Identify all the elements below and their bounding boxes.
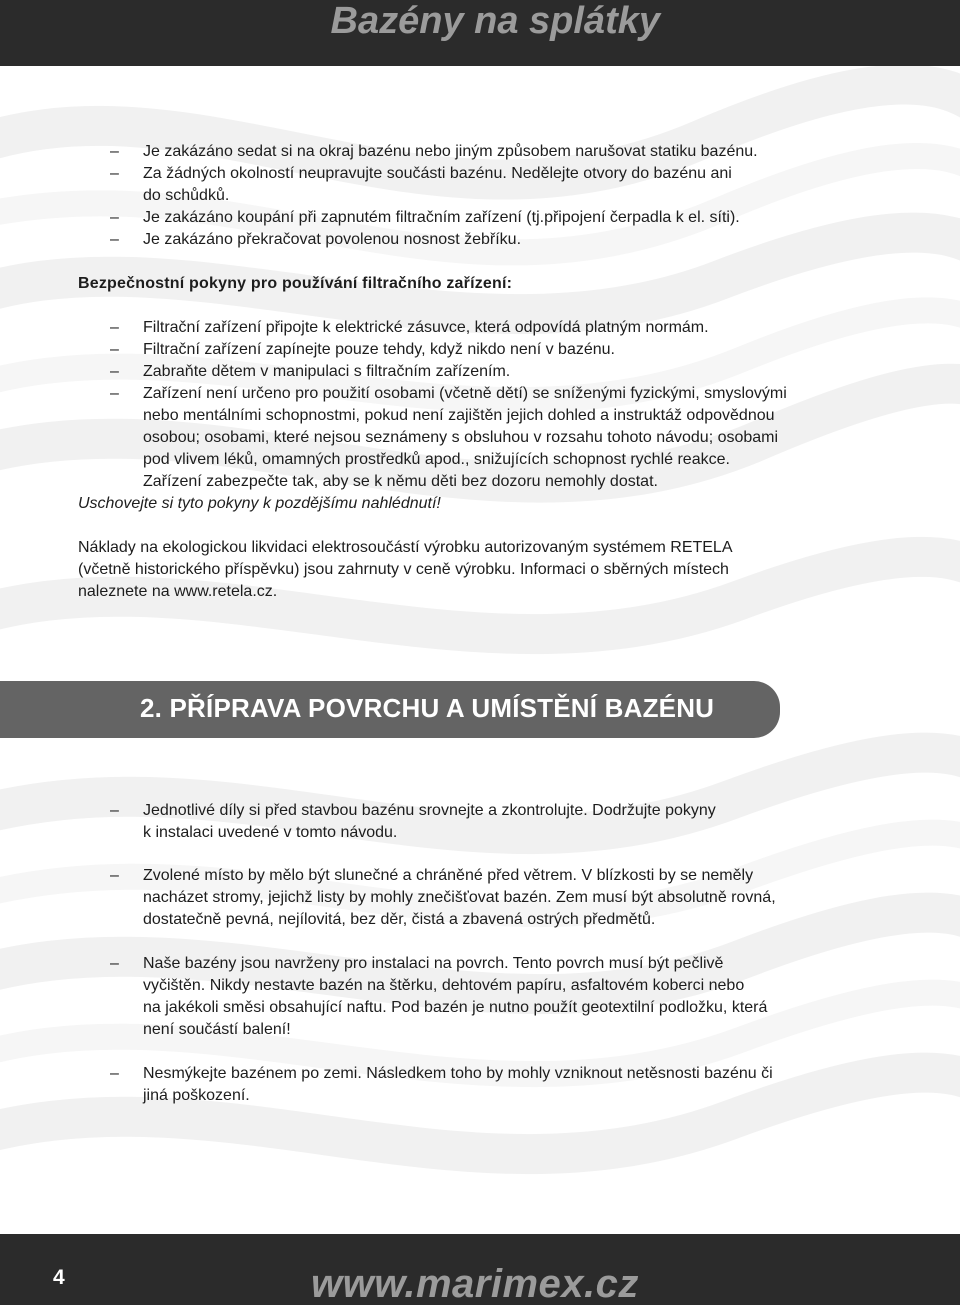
safety-item: Je zakázáno koupání při zapnutém filtračním zařízení (tj.připojení čerpadla k el. síti). xyxy=(143,209,740,226)
safety-item: do schůdků. xyxy=(143,187,230,204)
filter-item: osobou; osobami, které nejsou seznámeny s obsluhou v rozsahu tohoto návodu; osobami xyxy=(143,429,779,446)
section-heading-bar xyxy=(0,681,780,738)
recycling-text: naleznete na www.retela.cz. xyxy=(78,583,278,600)
page-number: 4 xyxy=(53,1266,65,1289)
filter-section-heading: Bezpečnostní pokyny pro používání filtračního zařízení: xyxy=(78,275,513,292)
list-dash: – xyxy=(110,1065,119,1082)
filter-item: nebo mentálními schopnostmi, pokud není zajištěn jejich dohled a instruktáž odpovědnou xyxy=(143,407,775,424)
section2-item: Nesmýkejte bazénem po zemi. Následkem toho by mohly vzniknout netěsnosti bazénu či xyxy=(143,1065,773,1082)
section2-item: Zvolené místo by mělo být slunečné a chráněné před větrem. V blízkosti by se neměly xyxy=(143,867,754,884)
list-dash: – xyxy=(110,802,119,819)
filter-item: Zařízení není určeno pro použití osobami (včetně dětí) se sníženými fyzickými, smyslovými xyxy=(143,385,787,402)
list-dash: – xyxy=(110,363,119,380)
recycling-text: (včetně historického příspěvku) jsou zahrnuty v ceně výrobku. Informaci o sběrných místech xyxy=(78,561,729,578)
footer-website-url[interactable]: www.marimex.cz xyxy=(311,1262,639,1306)
safety-item: Je zakázáno překračovat povolenou nosnost žebříku. xyxy=(143,231,522,248)
section2-item: vyčištěn. Nikdy nestavte bazén na štěrku, dehtovém papíru, asfaltovém koberci nebo xyxy=(143,977,745,994)
list-dash: – xyxy=(110,165,119,182)
section2-item: jiná poškození. xyxy=(143,1087,250,1104)
section2-item: dostatečně pevná, nejílovitá, bez děr, čistá a zbavená ostrých předmětů. xyxy=(143,911,656,928)
section2-item: k instalaci uvedené v tomto návodu. xyxy=(143,824,398,841)
section-title: 2. PŘÍPRAVA POVRCHU A UMÍSTĚNÍ BAZÉNU xyxy=(140,693,715,723)
section2-item: Jednotlivé díly si před stavbou bazénu srovnejte a zkontrolujte. Dodržujte pokyny xyxy=(143,802,716,819)
filter-item: Zařízení zabezpečte tak, aby se k němu děti bez dozoru nemohly dostat. xyxy=(143,473,658,490)
list-dash: – xyxy=(110,867,119,884)
section2-item: Naše bazény jsou navrženy pro instalaci na povrch. Tento povrch musí být pečlivě xyxy=(143,955,724,972)
filter-item: Filtrační zařízení zapínejte pouze tehdy, když nikdo není v bazénu. xyxy=(143,341,615,358)
section2-item: na jakékoli směsi obsahující naftu. Pod bazén je nutno použít geotextilní podložku, která xyxy=(143,999,768,1016)
header-title: Bazény na splátky xyxy=(330,0,660,42)
list-dash: – xyxy=(110,319,119,336)
list-dash: – xyxy=(110,209,119,226)
list-dash: – xyxy=(110,231,119,248)
keep-instructions-note: Uschovejte si tyto pokyny k pozdějšímu nahlédnutí! xyxy=(78,495,441,512)
section2-item: nacházet stromy, jejichž listy by mohly znečišťovat bazén. Zem musí být absolutně rovná, xyxy=(143,889,776,906)
filter-item: pod vlivem léků, omamných prostředků apod., snižujících schopnost rychlé reakce. xyxy=(143,451,730,468)
recycling-text: Náklady na ekologickou likvidaci elektrosoučástí výrobku autorizovaným systémem RETELA xyxy=(78,539,733,556)
filter-item: Zabraňte dětem v manipulaci s filtračním zařízením. xyxy=(143,363,511,380)
list-dash: – xyxy=(110,143,119,160)
list-dash: – xyxy=(110,385,119,402)
safety-item: Za žádných okolností neupravujte součásti bazénu. Nedělejte otvory do bazénu ani xyxy=(143,165,732,182)
filter-item: Filtrační zařízení připojte k elektrické zásuvce, která odpovídá platným normám. xyxy=(143,319,709,336)
list-dash: – xyxy=(110,341,119,358)
section2-item: není součástí balení! xyxy=(143,1021,291,1038)
safety-item: Je zakázáno sedat si na okraj bazénu nebo jiným způsobem narušovat statiku bazénu. xyxy=(143,143,758,160)
list-dash: – xyxy=(110,955,119,972)
